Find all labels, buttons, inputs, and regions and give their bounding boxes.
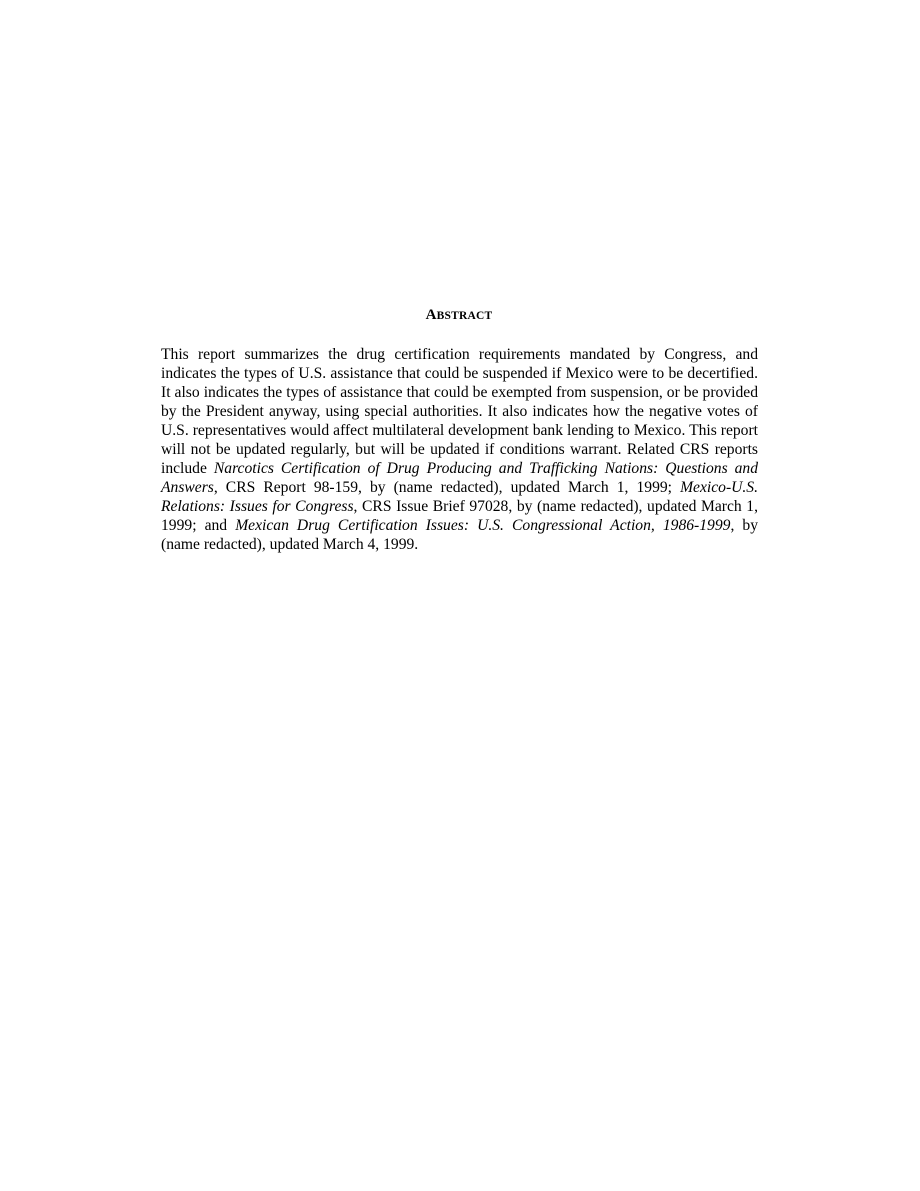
- heading-initial: A: [425, 307, 437, 323]
- abstract-heading: [160, 305, 758, 326]
- heading-rest: BSTRACT: [436, 310, 493, 322]
- report-title-narcotics-certification: Narcotics Certification of Drug Producing and Trafficking Nations: Questions and Answers: [161, 460, 759, 496]
- report-title-mexico-us-relations: Mexico-U.S. Relations: Issues for Congress: [161, 479, 758, 515]
- abstract-text-3: , CRS Issue Brief 97028, by (name redacted), updated March 1, 1999; and: [161, 498, 758, 534]
- abstract-paragraph: [161, 345, 758, 554]
- abstract-text-2: , CRS Report 98-159, by (name redacted), updated March 1, 1999;: [213, 479, 681, 496]
- abstract-text-1: This report summarizes the drug certification requirements mandated by Congress, and indicates the types of U.S. assistance that could be suspended if Mexico were to be decertified. It also indicates the types of assistance that could be exempted from suspension, or be provided by the President anyway, using special authorities. It also indicates how the negative votes of U.S. representatives would affect multilateral development bank lending to Mexico. This report will not be updated regularly, but will be updated if conditions warrant. Related CRS reports include: [161, 346, 758, 477]
- report-title-mexican-drug-certification: Mexican Drug Certification Issues: U.S. Congressional Action, 1986-1999: [235, 517, 731, 534]
- abstract-text-4: , by (name redacted), updated March 4, 1999.: [161, 517, 758, 553]
